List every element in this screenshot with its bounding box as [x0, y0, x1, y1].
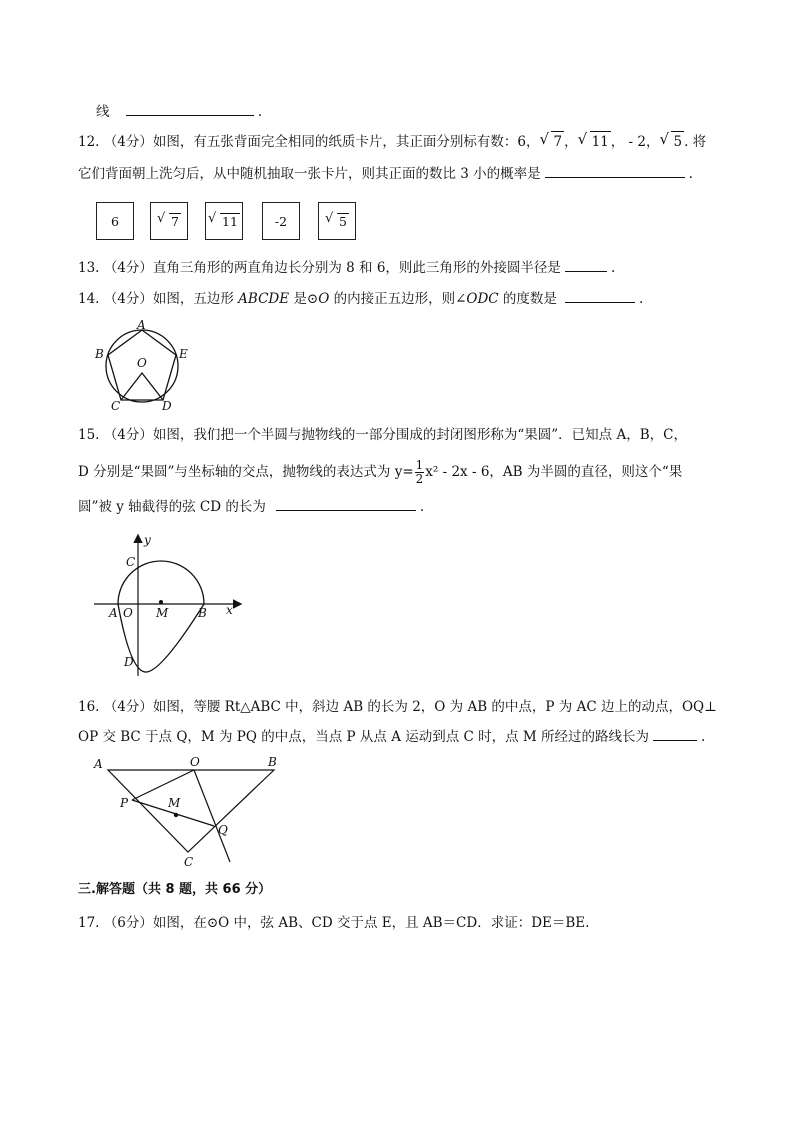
label-a: A — [109, 606, 118, 620]
card-6: 6 — [96, 202, 134, 240]
label-c: C — [184, 855, 194, 869]
fruit-circle-figure — [90, 530, 250, 680]
question-15-line-3: 圆”被 y 轴截得的弦 CD 的长为 . — [78, 496, 424, 517]
card-sqrt5: √ 5 — [318, 202, 356, 240]
triangle-figure — [90, 752, 290, 870]
label-c: C — [126, 555, 136, 569]
triangle-abc — [108, 770, 274, 852]
point-m — [174, 813, 178, 817]
label-d: D — [162, 399, 172, 412]
label-o: O — [137, 356, 147, 370]
label-y: y — [144, 533, 151, 547]
question-16-line-2: OP 交 BC 于点 Q，M 为 PQ 的中点，当点 P 从点 A 运动到点 C 时，点 M 所经过的路线长为 . — [78, 726, 705, 747]
label-b: B — [198, 606, 207, 620]
label-m: M — [156, 606, 169, 620]
answer-blank-14[interactable] — [565, 288, 635, 303]
question-16-line-1: 16. （4分）如图，等腰 Rt△ABC 中，斜边 AB 的长为 2，O 为 AB 的中点，P 为 AC 边上的动点，OQ⊥ — [78, 699, 717, 715]
question-13: 13. （4分）直角三角形的两直角边长分别为 8 和 6，则此三角形的外接圆半径是 . — [78, 257, 615, 278]
card-sqrt11: √ 11 — [205, 202, 243, 240]
point-m — [159, 600, 163, 604]
question-15-line-1: 15. （4分）如图，我们把一个半圆与抛物线的一部分围成的封闭图形称为“果圆”．已知点 A，B，C， — [78, 427, 687, 443]
label-o: O — [190, 755, 200, 769]
continuation-line: 线 . — [96, 101, 262, 122]
card-neg2: -2 — [262, 202, 300, 240]
continuation-text: 线 — [96, 104, 110, 120]
question-12-line-2: 它们背面朝上洗匀后，从中随机抽取一张卡片，则其正面的数比 3 小的概率是 . — [78, 163, 693, 184]
answer-blank-12[interactable] — [545, 163, 685, 178]
question-score: （4分） — [103, 134, 153, 150]
label-e: E — [179, 347, 188, 361]
question-number: 13. — [78, 260, 100, 276]
label-d: D — [124, 655, 134, 669]
pentagon-figure — [90, 318, 200, 412]
label-m: M — [168, 796, 181, 810]
card-sqrt7: √ 7 — [150, 202, 188, 240]
label-a: A — [137, 318, 146, 332]
sqrt-7: √ 7 — [541, 131, 564, 152]
line-op — [132, 770, 194, 800]
line-oq — [194, 770, 230, 862]
label-c: C — [111, 399, 121, 412]
question-14: 14. （4分）如图，五边形 ABCDE 是⊙O 的内接正五边形，则∠ODC 的度数是 . — [78, 288, 643, 309]
question-number: 12. — [78, 134, 100, 150]
answer-blank-16[interactable] — [653, 726, 697, 741]
sqrt-11: √ 11 — [580, 131, 611, 152]
question-number: 15. — [78, 427, 100, 443]
question-number: 16. — [78, 699, 100, 715]
question-17: 17. （6分）如图，在⊙O 中，弦 AB、CD 交于点 E，且 AB＝CD．求证：DE＝BE. — [78, 915, 590, 931]
label-p: P — [120, 796, 129, 810]
section-3-title: 三.解答题（共 8 题，共 66 分） — [78, 882, 272, 897]
question-number: 17. — [78, 915, 100, 931]
answer-blank-15[interactable] — [276, 496, 416, 511]
fraction-one-half: $\frac{1}{2}$ — [415, 458, 424, 486]
radii-oc-od — [121, 373, 163, 400]
answer-blank-11[interactable] — [126, 101, 254, 116]
label-b: B — [95, 347, 104, 361]
question-15-line-2: D 分别是“果圆”与坐标轴的交点，抛物线的表达式为 y= $\frac{1}{2}$ x² - 2x - 6，AB 为半圆的直径，则这个“果 — [78, 458, 683, 486]
label-o: O — [123, 606, 133, 620]
label-x: x — [226, 603, 233, 617]
label-b: B — [268, 755, 277, 769]
question-12-line-1: 12. （4分）如图，有五张背面完全相同的纸质卡片，其正面分别标有数：6，√ 7 ，√ 11 ， - 2，√ 5 . 将 — [78, 131, 706, 152]
label-a: A — [94, 757, 103, 771]
label-q: Q — [218, 823, 228, 837]
answer-blank-13[interactable] — [565, 257, 607, 272]
sqrt-5: √ 5 — [661, 131, 684, 152]
question-number: 14. — [78, 291, 100, 307]
